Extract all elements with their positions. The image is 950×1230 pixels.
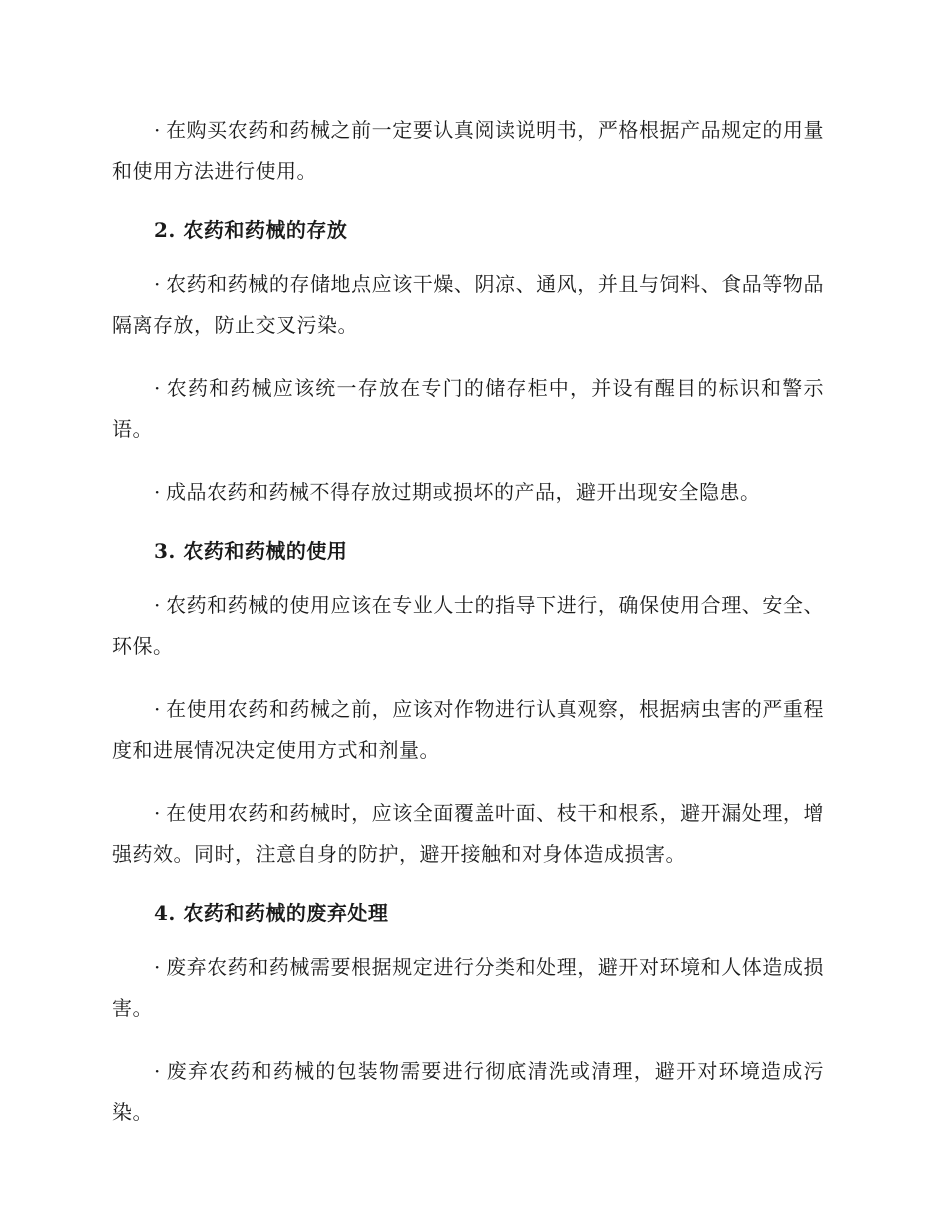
paragraph-text: 废弃农药和药械需要根据规定进行分类和处理，避开对环境和人体造成损害。 [112,955,824,1020]
bullet-marker: · [154,955,161,979]
bullet-paragraph [112,689,824,771]
bullet-paragraph [112,264,824,346]
bullet-marker: · [154,118,161,142]
bullet-paragraph [112,1051,824,1133]
paragraph-text: 农药和药械应该统一存放在专门的储存柜中，并设有醒目的标识和警示语。 [112,376,824,441]
bullet-marker: · [154,272,161,296]
section-heading: 3. 农药和药械的使用 [154,539,348,563]
bullet-paragraph [112,947,824,1029]
bullet-marker: · [154,801,161,825]
bullet-marker: · [154,697,161,721]
bullet-paragraph [112,110,824,192]
section-heading: 4. 农药和药械的废弃处理 [154,901,389,925]
bullet-paragraph [112,472,824,513]
paragraph-text: 农药和药械的使用应该在专业人士的指导下进行，确保使用合理、安全、环保。 [112,593,824,658]
bullet-paragraph [112,585,824,667]
paragraph-text: 在使用农药和药械之前，应该对作物进行认真观察，根据病虫害的严重程度和进展情况决定使用方式和剂量。 [112,697,824,762]
bullet-marker: · [154,480,161,504]
paragraph-text: 成品农药和药械不得存放过期或损坏的产品，避开出现安全隐患。 [166,480,761,504]
paragraph-text: 在购买农药和药械之前一定要认真阅读说明书，严格根据产品规定的用量和使用方法进行使用。 [112,118,824,183]
paragraph-text: 废弃农药和药械的包装物需要进行彻底清洗或清理，避开对环境造成污染。 [112,1059,824,1124]
section-heading: 2. 农药和药械的存放 [154,218,348,242]
bullet-marker: · [154,1059,161,1083]
bullet-marker: · [154,376,161,400]
bullet-paragraph [112,793,824,875]
paragraph-text: 在使用农药和药械时，应该全面覆盖叶面、枝干和根系，避开漏处理，增强药效。同时，注意自身的防护，避开接触和对身体造成损害。 [112,801,824,866]
bullet-paragraph [112,368,824,450]
bullet-marker: · [154,593,161,617]
paragraph-text: 农药和药械的存储地点应该干燥、阴凉、通风，并且与饲料、食品等物品隔离存放，防止交叉污染。 [112,272,824,337]
document-body [112,110,824,1155]
